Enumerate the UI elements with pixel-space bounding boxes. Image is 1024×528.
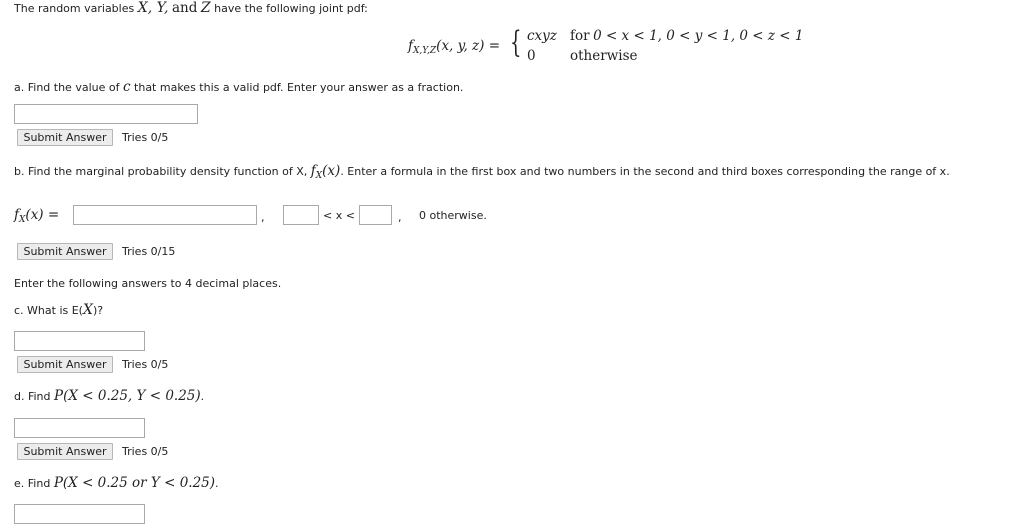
part-b-lhs-args: (x) =	[25, 207, 60, 223]
part-a-question-rest: that makes this a valid pdf. Enter your answer as a fraction.	[134, 81, 464, 94]
pdf-case2-cond: otherwise	[570, 48, 638, 64]
part-c-question	[14, 302, 103, 318]
part-e-question	[14, 475, 219, 491]
part-c-submit-button[interactable]: Submit Answer	[17, 356, 113, 373]
pdf-lhs-args: (x, y, z) =	[436, 38, 501, 54]
part-d-submit-button[interactable]: Submit Answer	[17, 443, 113, 460]
part-b-otherwise: 0 otherwise.	[419, 209, 487, 222]
pdf-case1-for: for	[570, 28, 590, 44]
part-b-question-start: b. Find the marginal probability density function of X,	[14, 165, 308, 178]
part-d-question-start: d. Find	[14, 390, 51, 403]
part-b-between: < x <	[323, 209, 355, 222]
intro-text	[14, 0, 368, 16]
intro-suffix: have the following joint pdf:	[214, 2, 368, 15]
part-d-answer-input[interactable]	[14, 418, 145, 438]
part-b-comma1: ,	[261, 211, 265, 224]
part-b-tries: Tries 0/15	[122, 245, 176, 258]
part-b-fx: f	[310, 163, 316, 179]
part-b-comma2: ,	[398, 211, 402, 224]
part-e-answer-input[interactable]	[14, 504, 145, 524]
part-b-submit-button[interactable]: Submit Answer	[17, 243, 113, 260]
part-a-var-c: c	[122, 79, 131, 95]
part-e-expr: P(X < 0.25 or Y < 0.25)	[53, 475, 216, 491]
decimal-note: Enter the following answers to 4 decimal places.	[14, 277, 282, 290]
part-d-tries: Tries 0/5	[122, 445, 169, 458]
part-e-question-end: .	[215, 477, 219, 490]
part-b-question	[14, 163, 950, 181]
pdf-lhs	[408, 38, 500, 56]
pdf-lhs-sub: X,Y,Z	[413, 46, 437, 56]
pdf-case1-range: 0 < x < 1, 0 < y < 1, 0 < z < 1	[593, 28, 804, 44]
part-b-lower-input[interactable]	[283, 205, 319, 225]
intro-and: and	[172, 0, 198, 16]
pdf-case1-cond	[570, 28, 804, 44]
part-c-question-end: )?	[92, 304, 104, 317]
part-b-lhs-f: f	[14, 207, 19, 223]
part-a-submit-button[interactable]: Submit Answer	[17, 129, 113, 146]
part-e-question-start: e. Find	[14, 477, 51, 490]
part-b-lhs-sub: X	[19, 215, 26, 225]
intro-z: Z	[200, 0, 211, 16]
pdf-case1-expr: cxyz	[527, 28, 557, 44]
part-a-question-start: a. Find the value of	[14, 81, 120, 94]
part-c-tries: Tries 0/5	[122, 358, 169, 371]
pdf-case2-expr: 0	[527, 48, 536, 64]
part-c-question-start: c. What is E(	[14, 304, 83, 317]
part-c-var: X	[82, 302, 93, 318]
intro-vars: X, Y,	[137, 0, 169, 16]
part-b-fx-sub: X	[315, 171, 323, 181]
part-a-tries: Tries 0/5	[122, 131, 169, 144]
part-d-expr: P(X < 0.25, Y < 0.25)	[54, 388, 201, 404]
part-d-question-end: .	[200, 390, 205, 403]
part-b-fx-args: (x)	[322, 163, 341, 179]
part-c-answer-input[interactable]	[14, 331, 145, 351]
part-b-lhs	[14, 207, 59, 225]
intro-prefix: The random variables	[14, 2, 135, 15]
part-b-formula-input[interactable]	[73, 205, 257, 225]
part-d-question	[14, 388, 204, 404]
pdf-brace: {	[510, 25, 522, 60]
pdf-lhs-f: f	[408, 38, 413, 54]
part-b-upper-input[interactable]	[359, 205, 392, 225]
part-a-answer-input[interactable]	[14, 104, 198, 124]
part-b-question-end: . Enter a formula in the first box and two numbers in the second and third boxes corresponding the range of x.	[340, 165, 950, 178]
part-a-question	[14, 79, 463, 95]
